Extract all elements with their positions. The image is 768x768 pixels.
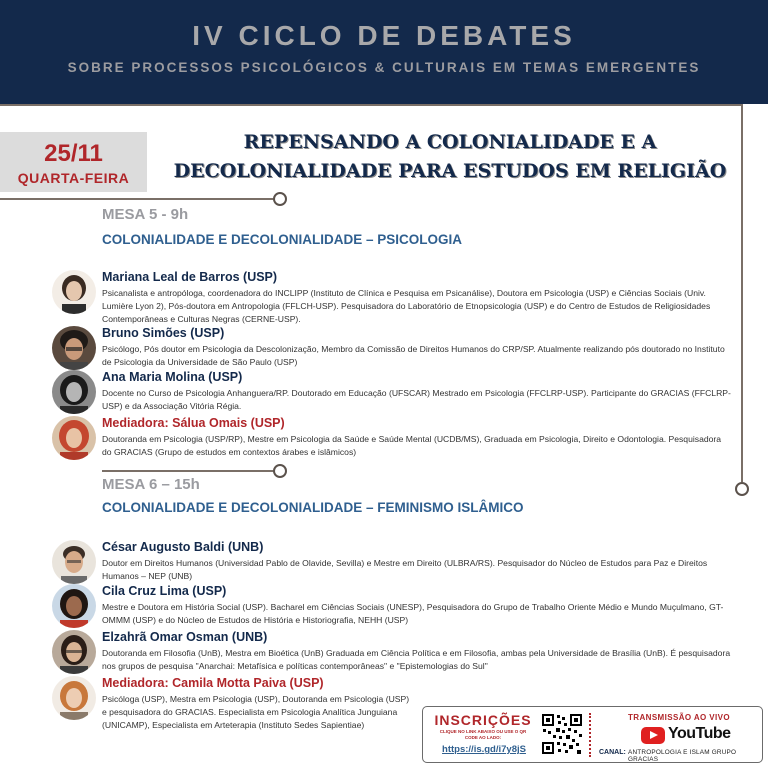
date-divider-line [0, 198, 274, 200]
registration-title: INSCRIÇÕES [434, 712, 532, 728]
speaker-description: Doutoranda em Psicologia (USP/RP), Mestre em Psicologia da Saúde e Saúde Mental (UCDB/MS), Graduada em Psicologia, Direito e Odontologia. Pesquisadora do GRACIAS (Grupo de estudos em contextos árabes e islâmicos) [102, 434, 722, 457]
registration-box [422, 706, 763, 763]
speaker-photo [52, 540, 96, 584]
registration-link[interactable]: https://is.gd/i7y8jS [442, 744, 526, 755]
mesa6-divider-circle [273, 464, 287, 478]
speaker-name: Bruno Simões (USP) [102, 326, 225, 340]
youtube-wordmark: YouTube [668, 725, 731, 742]
channel-name: ANTROPOLOGIA E ISLAM GRUPO GRACIAS [628, 749, 737, 763]
mesa5-label: MESA 5 - 9h [102, 206, 189, 223]
speaker-description: Docente no Curso de Psicologia Anhanguera/RP. Doutorado em Educação (UFSCAR) Mestrado em Psicologia (FFCLRP-USP). Participante do GRACIAS (FFCLRP-USP) e da Associação Vitória Régia. [102, 388, 731, 411]
top-divider-line [0, 104, 742, 106]
registration-note: CLIQUE NO LINK ABAIXO OU USE O QR CODE AO LADO: [439, 729, 527, 740]
speaker-description: Psicóloga (USP), Mestra em Psicologia (USP), Doutoranda em Psicologia (USP) e pesquisadora do GRACIAS. Especialista em Psicologia Analítica Junguiana (UNICAMP), Especialista em Arteterapia (Instituto Sedes Sapientiae) [102, 694, 410, 730]
speaker-name: Ana Maria Molina (USP) [102, 370, 243, 384]
mesa6-divider-line [102, 470, 274, 472]
speaker-description: Doutoranda em Filosofia (UnB), Mestra em Bioética (UnB) Graduada em Ciência Política e em Filosofia, ambas pela Universidade de Brasília (UnB). É pesquisadora nos grupos de pesquisa "Anarchai: Metafísica e políticas contemporâneas" e "Epistemologias do Sul" [102, 648, 731, 671]
mesa6-theme: COLONIALIDADE E DECOLONIALIDADE – FEMINISMO ISLÂMICO [102, 500, 524, 515]
speaker-photo [52, 370, 96, 414]
event-title-line1: REPENSANDO A COLONIALIDADE E A [243, 131, 657, 153]
speaker-description: Psicólogo, Pós doutor em Psicologia da Descolonização, Membro da Comissão de Direitos Humanos do CRP/SP. Atualmente realizando pós doutorado no Instituto de Psicologia da Universidade de São Paulo (USP) [102, 344, 725, 367]
youtube-play-icon [641, 727, 665, 744]
mesa5-theme: COLONIALIDADE E DECOLONIALIDADE – PSICOLOGIA [102, 232, 463, 247]
speaker-name: Mariana Leal de Barros (USP) [102, 270, 278, 284]
header-subtitle: SOBRE PROCESSOS PSICOLÓGICOS & CULTURAIS EM TEMAS EMERGENTES [67, 60, 701, 75]
mediator-name: Mediadora: Camila Motta Paiva (USP) [102, 676, 324, 690]
header-banner [0, 0, 768, 104]
right-line-end-circle [735, 482, 749, 496]
speaker-photo [52, 326, 96, 370]
mesa6-label: MESA 6 – 15h [102, 476, 200, 493]
event-title [152, 128, 748, 186]
speaker-photo [52, 584, 96, 628]
speaker-photo [52, 630, 96, 674]
event-title-line2: DECOLONIALIDADE PARA ESTUDOS EM RELIGIÃO [173, 160, 727, 182]
header-title: IV CICLO DE DEBATES [192, 20, 576, 51]
speaker-name: César Augusto Baldi (UNB) [102, 540, 264, 554]
separator-dotted-line [589, 713, 591, 757]
speaker-description: Mestre e Doutora em História Social (USP). Bacharel em Ciências Sociais (UNESP), Pesquisadora do Grupo de Trabalho Oriente Médio e Mundo Muçulmano, GT-OMMM (USP) e do Núcleo de Estudos de História e Historiografia, NEHH (USP) [102, 602, 724, 625]
speaker-description: Doutor em Direitos Humanos (Universidad Pablo de Olavide, Sevilla) e Mestre em Direito (ULBRA/RS). Pesquisador do Núcleo de Estudos para Paz e Direitos Humanos – NEP (UNB) [102, 558, 708, 581]
youtube-logo[interactable] [641, 725, 731, 747]
speaker-photo [52, 270, 96, 314]
event-date: 25/11 [44, 140, 103, 167]
speaker-description: Psicanalista e antropóloga, coordenadora do INCLIPP (Instituto de Clínica e Pesquisa em Psicanálise), Doutora em Psicologia (USP) e Ciências Sociais (Univ. Lumière Lyon 2), Pós-doutora em Antropologia (FFLCH-USP). Pesquisadora do Laboratório de Etnopsicologia (USP) e do Centro de Estudos de Religiosidades Contemporâneas e Culturas Negras (CERNE-USP). [102, 288, 711, 324]
speaker-name: Cila Cruz Lima (USP) [102, 584, 227, 598]
mediator-name: Mediadora: Sálua Omais (USP) [102, 416, 285, 430]
date-box [0, 132, 147, 192]
event-weekday: QUARTA-FEIRA [17, 170, 130, 186]
date-divider-circle [273, 192, 287, 206]
speaker-photo [52, 416, 96, 460]
speaker-photo [52, 676, 96, 720]
live-stream-label: TRANSMISSÃO AO VIVO [628, 713, 730, 722]
speaker-name: Elzahrã Omar Osman (UNB) [102, 630, 268, 644]
qr-code-icon[interactable] [541, 713, 583, 755]
channel-label: CANAL: [599, 749, 626, 756]
